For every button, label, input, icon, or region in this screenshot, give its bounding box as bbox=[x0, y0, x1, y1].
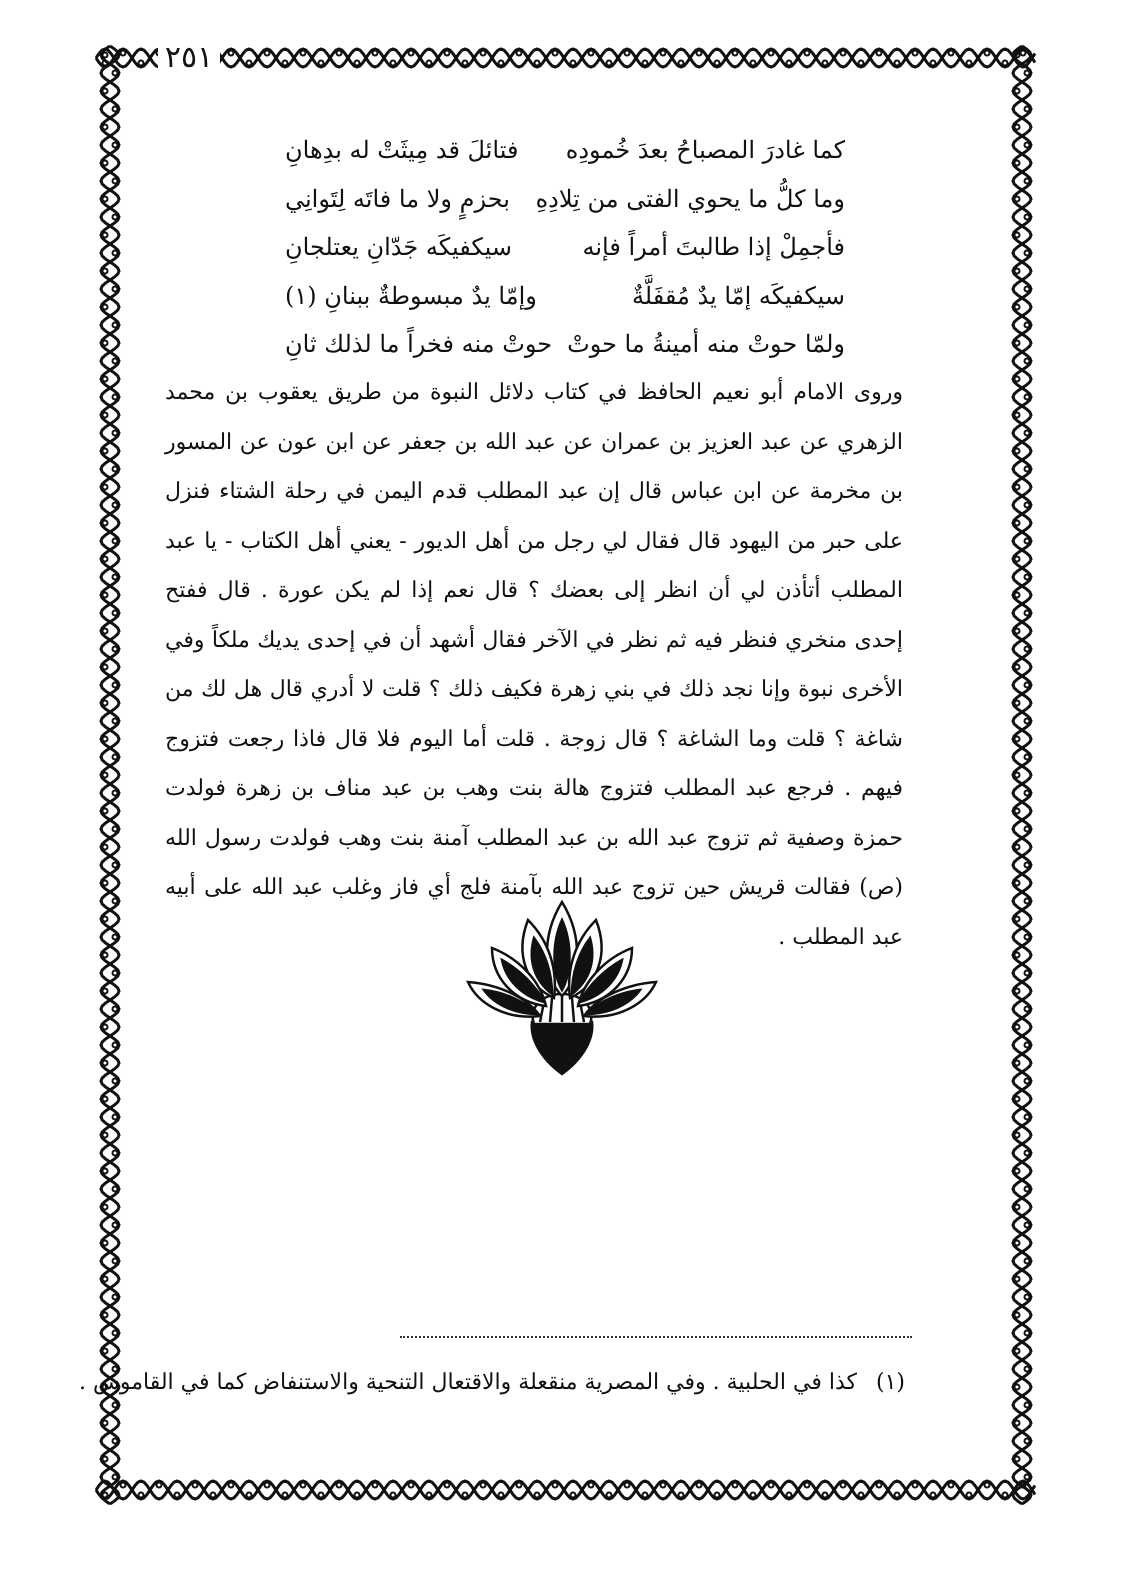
verse-line bbox=[285, 274, 845, 323]
footnote bbox=[79, 1360, 905, 1406]
page-number: ٢٥١ bbox=[158, 38, 220, 78]
verse-line bbox=[285, 322, 845, 371]
verse-line bbox=[285, 128, 845, 177]
verse-second-hemistich: سيكفيكَه جَدّانِ يعتلجانِ bbox=[285, 233, 512, 261]
footnote-separator bbox=[400, 1336, 912, 1338]
verse-second-hemistich: بحزمٍ ولا ما فاتَه لِتَوانِي bbox=[285, 184, 510, 213]
prose-paragraph: وروى الامام أبو نعيم الحافظ في كتاب دلائل النبوة من طريق يعقوب بن محمد الزهري عن عبد العزيز بن عمران عن عبد الله بن جعفر عن ابن عون عن المسور بن مخرمة عن ابن عباس قال إن عبد المطلب قدم اليمن في رحلة الشتاء فنزل على حبر من اليهود قال فقال لي رجل من أهل الديور - يعني أهل الكتاب - يا عبد المطلب أتأذن لي أن انظر إلى بعضك ؟ قال نعم إذا لم يكن عورة . قال ففتح إحدى منخري فنظر فيه ثم نظر في الآخر فقال أشهد أن في إحدى يديك ملكاً وفي الأخرى نبوة وإنا نجد ذلك في بني زهرة فكيف ذلك ؟ قلت لا أدري قال هل لك من شاغة ؟ قلت وما الشاغة ؟ قال زوجة . قلت أما اليوم فلا قال فاذا رجعت فتزوج فيهم . فرجع عبد المطلب فتزوج هالة بنت وهب بن عبد مناف بن زهرة فولدت حمزة وصفية ثم تزوج عبد الله بن عبد المطلب آمنة بنت وهب فولدت رسول الله (ص) فقالت قريش حين تزوج عبد الله بآمنة فلج أي فاز وغلب عبد الله على أبيه عبد المطلب . bbox=[165, 380, 903, 950]
verse-first-hemistich: سيكفيكَه إمّا يدٌ مُقفَلَّةٌ bbox=[631, 281, 845, 310]
prose-block bbox=[165, 368, 903, 962]
verse-second-hemistich: حوتْ منه فخراً ما لذلك ثانِ bbox=[285, 330, 553, 358]
verse-first-hemistich: ولمّا حوتْ منه أمينةُ ما حوتْ bbox=[567, 330, 845, 358]
verse-line bbox=[285, 177, 845, 226]
footnote-text: كذا في الحلبية . وفي المصرية منقعلة والاقتعال التنحية والاستنفاض كما في القاموس . bbox=[79, 1370, 857, 1395]
verse-first-hemistich: فأجمِلْ إذا طالبتَ أمراً فإنه bbox=[582, 233, 845, 261]
verse-second-hemistich: وإمّا يدٌ مبسوطةٌ ببنانِ (١) bbox=[285, 281, 537, 310]
verse-first-hemistich: كما غادرَ المصباحُ بعدَ خُمودِه bbox=[565, 136, 845, 164]
verse-line bbox=[285, 225, 845, 274]
verse-second-hemistich: فتائلَ قد مِيثَتْ له بدِهانِ bbox=[285, 136, 519, 164]
verse-first-hemistich: وما كلُّ ما يحوي الفتى من تِلادِهِ bbox=[535, 184, 845, 213]
footnote-marker: (١) bbox=[875, 1370, 905, 1395]
poem-block bbox=[285, 128, 845, 371]
palmette-fan-ornament-icon bbox=[462, 898, 662, 1088]
